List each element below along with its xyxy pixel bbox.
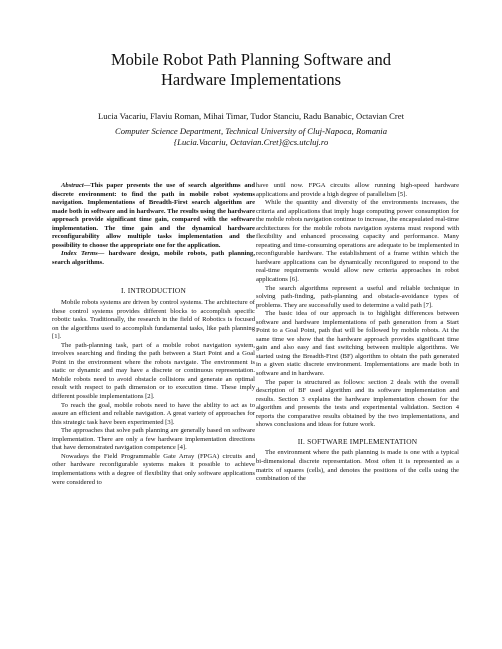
intro-paragraph-5: Nowadays the Field Programmable Gate Array (FPGA) circuits and other hardware reconfigurable systems makes it possible to achieve implementations with a degree of flexibility that only software applications were considered to (52, 452, 255, 486)
right-paragraph-2: While the quantity and diversity of the environments increases, the criteria and applications that imply huge computing power consumption for the mobile robots navigation continue to increase, the encapsulated real-time architectures for the mobile robots navigation systems must respond with flexibility and enhanced processing capacity and performance. Many repeating and time-consuming operations are adequate to be implemented in reconfigurable hardware. The establishment of a frame within which the hardware applications can be dynamically reconfigured to respond to the real-time requirements would allow new criteria approaches in robot applications [6]. (256, 199, 459, 284)
left-column (52, 182, 255, 487)
affiliation-emails: {Lucia.Vacariu, Octavian.Cret}@cs.utcluj.ro (173, 136, 329, 147)
intro-paragraph-2: The path-planning task, part of a mobile robot navigation system, involves searching and finding the path between a Start Point and a Goal Point in the environment where the robots navigate. The environment is static or dynamic and may have a discrete or continuous representation. Mobile robots need to avoid obstacle collisions and generate an optimal result with respect to path dimension or to execution time. These imply different possible implementations [2]. (52, 341, 255, 401)
right-paragraph-3: The search algorithms represent a useful and reliable technique in solving path-finding, path-planning and obstacle-avoidance types of problems. They are successfully used to determine a valid path [7]. (256, 284, 459, 309)
affiliation (20, 126, 482, 147)
intro-paragraph-1: Mobile robots systems are driven by control systems. The architecture of these control systems provides different blocks to accomplish specific robotic tasks. Traditionally, the research in the field of Robotics is focused on the algorithms used to accomplish fundamental tasks, like path planning [1]. (52, 299, 255, 341)
index-terms-text: — hardware design, mobile robots, path planning, search algorithms. (52, 250, 255, 266)
index-terms-label: Index Terms (61, 250, 98, 258)
intro-paragraph-4: The approaches that solve path planning are generally based on software implementation. There are only a few hardware implementation directions that have demonstrated navigation competence [4]. (52, 427, 255, 452)
right-column (256, 182, 459, 484)
abstract (52, 182, 255, 250)
software-paragraph-1: The environment where the path planning is made is one with a typical bi-dimensional discrete representation. Most often it is represented as a matrix of squares (cells), and denotes the positions of the cells using the combination of the (256, 449, 459, 483)
intro-paragraph-3: To reach the goal, mobile robots need to have the ability to act as to assure an efficient and reliable navigation. A great variety of approaches for this strategic task have been experimented [3]. (52, 401, 255, 426)
right-paragraph-4: The basic idea of our approach is to highlight differences between software and hardware implementations of path generation from a Start Point to a Goal Point, path that will be followed by mobile robots. At the same time we show that the hardware approach provides significant time gain and also easy and fast switching between multiple algorithms. We started using the Breadth-First (BF) algorithm to obtain the path generated in a given static discrete environment. Implementations are made both in software and in hardware. (256, 310, 459, 378)
title-line-1: Mobile Robot Path Planning Software and (110, 50, 392, 69)
right-paragraph-5: The paper is structured as follows: section 2 deals with the overall description of BF used algorithm and its software implementation and results. Section 3 explains the hardware implementation chosen for the algorithm and presents the tests and experimental validation. Section 4 reports the comparative results obtained by the two implementations, and shows conclusions and ideas for future work. (256, 378, 459, 429)
affiliation-department: Computer Science Department, Technical University of Cluj-Napoca, Romania (114, 126, 387, 136)
section-heading-software: II. SOFTWARE IMPLEMENTATION (297, 436, 418, 446)
abstract-text: —This paper presents the use of search algorithms and discrete environment: to find the path in mobile robot systems navigation. Implementations of Breadth-First search algorithm are made both in software and in hardware. The results using the hardware approach provide significant time gain, compared with the software implementation. The time gain and the dynamical hardware reconfigurability allow multiple tasks implementation and the possibility to choose the appropriate one for the application. (52, 182, 255, 249)
right-paragraph-1: have until now. FPGA circuits allow running high-speed hardware applications and provide a high degree of parallelism [5]. (256, 182, 459, 198)
section-heading-introduction: I. INTRODUCTION (121, 286, 186, 296)
title-line-2: Hardware Implementations (160, 70, 342, 89)
author-list: Lucia Vacariu, Flaviu Roman, Mihai Timar, Tudor Stanciu, Radu Banabic, Octavian Cret (98, 111, 404, 121)
abstract-label: Abstract (61, 182, 84, 189)
index-terms (52, 250, 255, 267)
paper-title (30, 50, 472, 90)
